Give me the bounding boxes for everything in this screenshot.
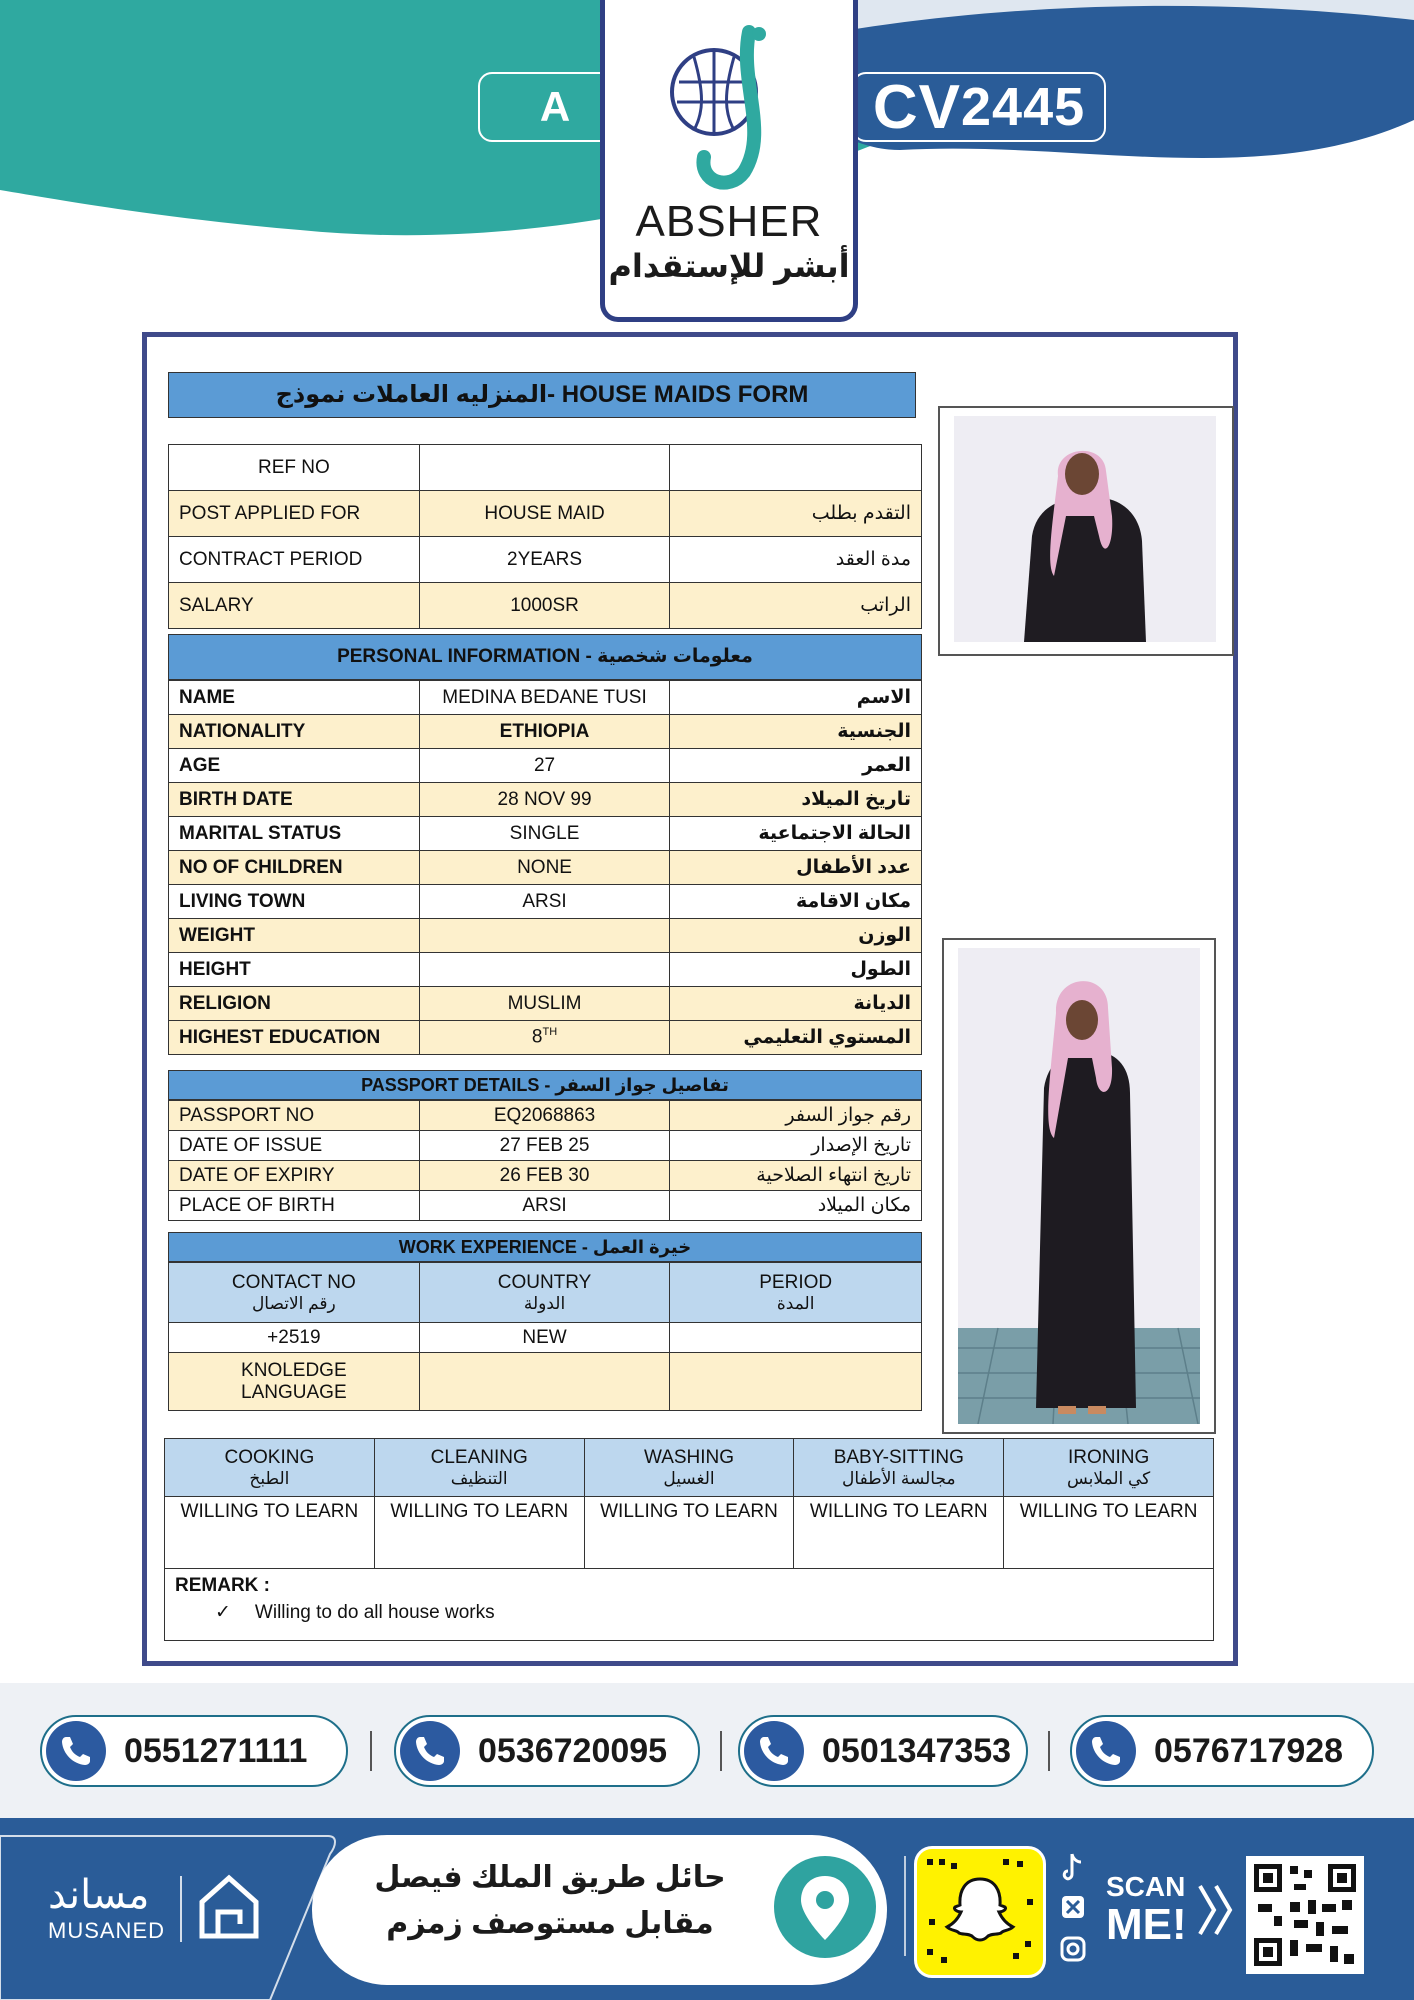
absher-logo-card — [600, 0, 858, 322]
table-row: POST APPLIED FOR HOUSE MAID التقدم بطلب — [169, 491, 922, 537]
table-row: RELIGION MUSLIM الديانة — [169, 987, 922, 1021]
person-portrait-icon — [954, 416, 1216, 642]
tiktok-icon — [1064, 1854, 1081, 1879]
table-row: HIGHEST EDUCATION 8TH المستوي التعليمي — [169, 1021, 922, 1055]
divider — [1048, 1731, 1050, 1771]
x-icon — [1062, 1896, 1084, 1918]
scan-me-label: SCAN ME! — [1106, 1871, 1187, 1949]
table-row — [165, 1569, 1214, 1641]
table-row: WEIGHT الوزن — [169, 919, 922, 953]
qr-code-icon[interactable] — [1246, 1856, 1364, 1974]
form-title: المنزليه العاملات نموذج- HOUSE MAIDS FORM — [168, 372, 916, 418]
table-row: REF NO — [169, 445, 922, 491]
phone-icon — [1076, 1721, 1136, 1781]
phone-button-3[interactable]: 0501347353 — [738, 1715, 1028, 1787]
table-row: LIVING TOWN ARSI مكان الاقامة — [169, 885, 922, 919]
cv-number-badge: CV 2445 — [852, 72, 1106, 142]
instagram-icon — [1062, 1938, 1084, 1960]
table-row: BIRTH DATE 28 NOV 99 تاريخ الميلاد — [169, 783, 922, 817]
table-row: DATE OF EXPIRY 26 FEB 30 تاريخ انتهاء الصلاحية — [169, 1161, 922, 1191]
passport-table — [168, 1100, 922, 1221]
table-row: AGE 27 العمر — [169, 749, 922, 783]
personal-info-title: PERSONAL INFORMATION - معلومات شخصية — [168, 634, 922, 680]
table-row: NATIONALITY ETHIOPIA الجنسية — [169, 715, 922, 749]
person-full-body-icon — [958, 948, 1200, 1424]
passport-title: PASSPORT DETAILS - تفاصيل جواز السفر — [168, 1070, 922, 1100]
table-row: NAME MEDINA BEDANE TUSI الاسم — [169, 681, 922, 715]
phone-button-1[interactable]: 0551271111 — [40, 1715, 348, 1787]
divider — [904, 1856, 906, 1956]
social-icons — [1058, 1850, 1090, 1970]
portrait-photo — [938, 406, 1234, 656]
divider — [720, 1731, 722, 1771]
table-row: HEIGHT الطول — [169, 953, 922, 987]
check-icon: ✓ — [215, 1602, 231, 1623]
remark-text: Willing to do all house works — [254, 1602, 495, 1623]
table-row: NO OF CHILDREN NONE عدد الأطفال — [169, 851, 922, 885]
phone-icon — [744, 1721, 804, 1781]
table-row: PASSPORT NO EQ2068863 رقم جواز السفر — [169, 1101, 922, 1131]
snapchat-qr-code[interactable] — [914, 1846, 1046, 1978]
table-row: PLACE OF BIRTH ARSI مكان الميلاد — [169, 1191, 922, 1221]
personal-info-table — [168, 680, 922, 1055]
full-body-photo — [942, 938, 1216, 1434]
table-row: SALARY 1000SR الراتب — [169, 583, 922, 629]
logo-text-en: ABSHER — [635, 197, 823, 246]
phone-icon — [400, 1721, 460, 1781]
table-row: +2519 NEW — [169, 1323, 922, 1353]
phone-button-2[interactable]: 0536720095 — [394, 1715, 700, 1787]
table-row: CONTRACT PERIOD 2YEARS مدة العقد — [169, 537, 922, 583]
logo-text-ar: أبشر للإستقدام — [608, 248, 850, 284]
divider — [180, 1876, 182, 1942]
table-row: KNOLEDGE LANGUAGE — [169, 1353, 922, 1411]
table-row: DATE OF ISSUE 27 FEB 25 تاريخ الإصدار — [169, 1131, 922, 1161]
address-text: حائل طريق الملك فيصل مقابل مستوصف زمزم — [374, 1861, 726, 1940]
table-row: CONTACT NO رقم الاتصال COUNTRY الدولة PERIOD المدة — [169, 1263, 922, 1323]
work-experience-title: WORK EXPERIENCE - خيرة العمل — [168, 1232, 922, 1262]
absher-logo-icon — [659, 22, 799, 197]
phone-icon — [46, 1721, 106, 1781]
divider — [370, 1731, 372, 1771]
skills-table — [164, 1438, 1214, 1641]
work-experience-table — [168, 1262, 922, 1411]
phone-strip — [0, 1683, 1414, 1818]
snapchat-icon — [917, 1849, 1043, 1975]
remark-cell: REMARK : ✓ Willing to do all house works — [165, 1569, 1214, 1641]
table-row: MARITAL STATUS SINGLE الحالة الاجتماعية — [169, 817, 922, 851]
musaned-text-ar: مساند — [48, 1873, 150, 1917]
location-pin-icon[interactable] — [774, 1856, 876, 1958]
table-row: WILLING TO LEARN WILLING TO LEARN WILLING TO LEARN WILLING TO LEARN WILLING TO LEARN — [165, 1497, 1214, 1569]
job-table — [168, 444, 922, 629]
grade-badge: A — [478, 72, 632, 142]
phone-button-4[interactable]: 0576717928 — [1070, 1715, 1374, 1787]
musaned-logo-icon — [196, 1872, 262, 1942]
table-row: COOKING الطبخ CLEANING التنظيف WASHING الغسيل BABY-SITTING مجالسة الأطفال IRONING كي الملابس — [165, 1439, 1214, 1497]
musaned-text-en: MUSANED — [48, 1918, 166, 1943]
chevron-right-icon — [1196, 1880, 1236, 1940]
